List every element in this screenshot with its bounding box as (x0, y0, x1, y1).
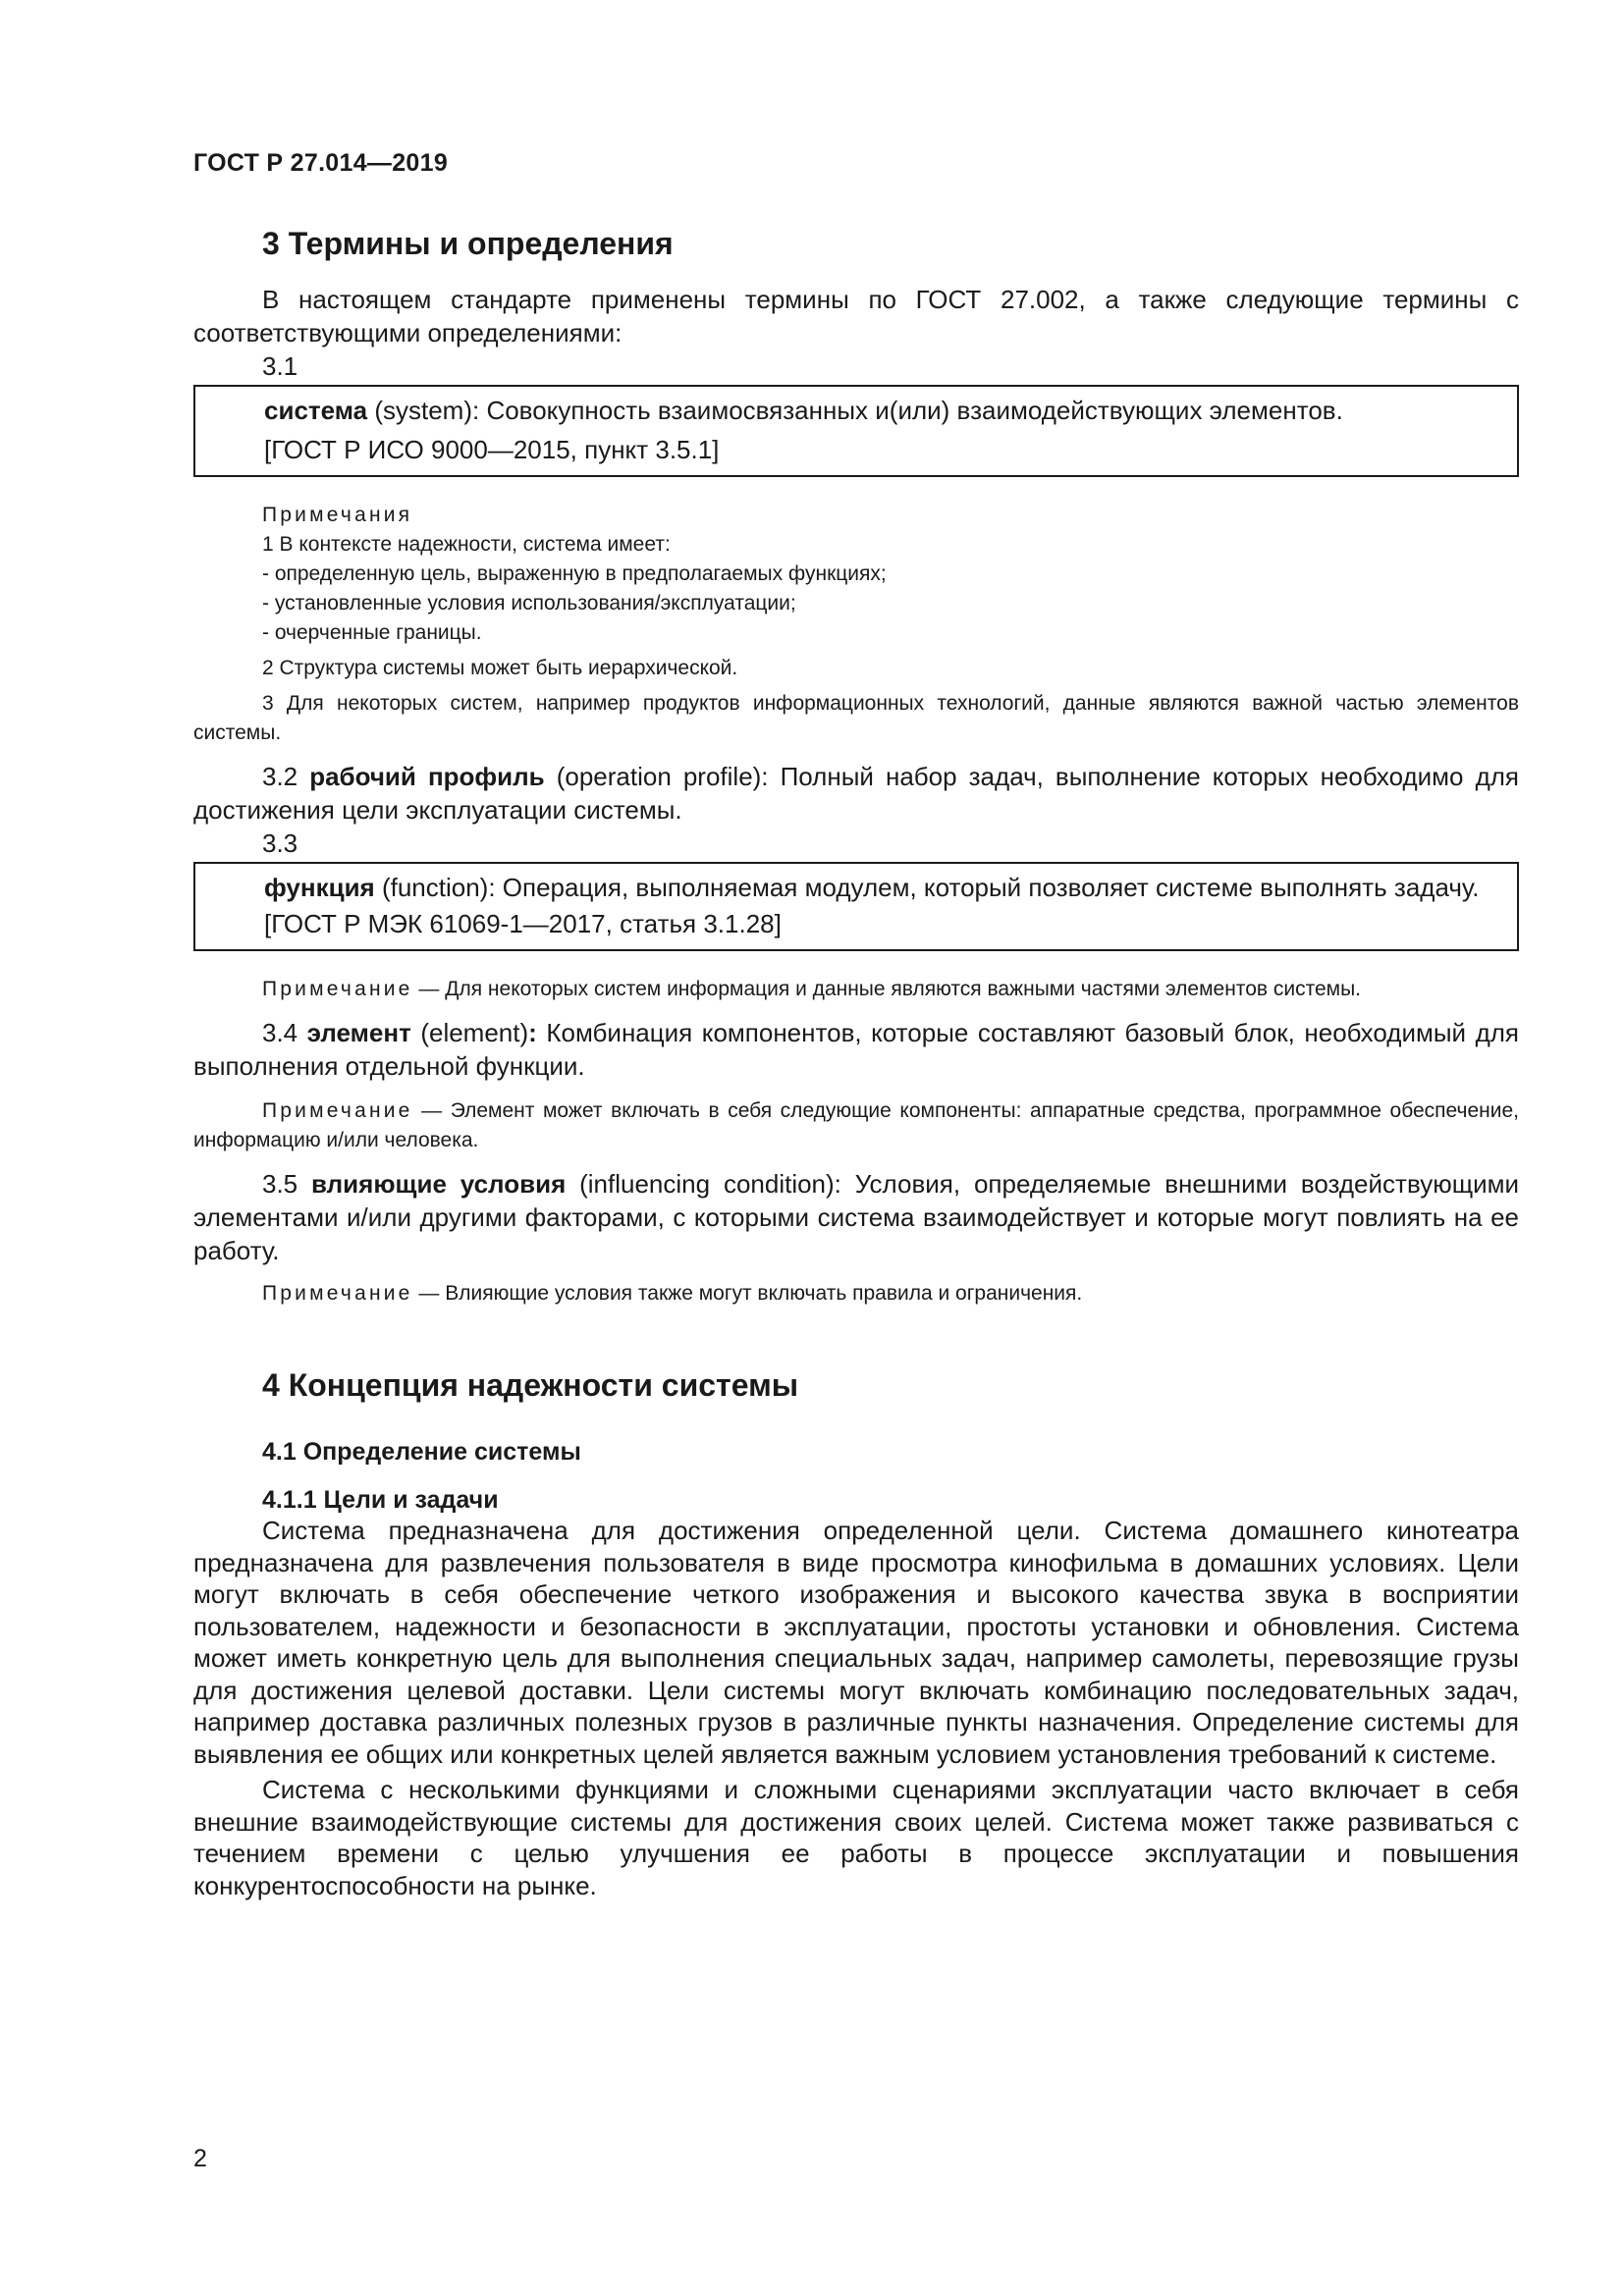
term-3-4-english: (element) (410, 1018, 529, 1047)
term-3-5-number: 3.5 (262, 1169, 312, 1199)
term-3-3-term: функция (264, 873, 375, 902)
term-3-1-number: 3.1 (262, 351, 298, 381)
note-3-3 (193, 975, 1519, 1004)
note-3-4-text: — Элемент может включать в себя следующие компоненты: аппаратные средства, программное обеспечение, информацию и/или человека. (193, 1099, 1519, 1151)
term-3-3-text: (function): Операция, выполняемая модулем, который позволяет системе выполнять задачу. (374, 873, 1480, 902)
document-header: ГОСТ Р 27.014—2019 (193, 149, 449, 177)
term-3-1-box (193, 385, 1519, 477)
term-3-3-definition (211, 868, 1501, 904)
note-3-4 (193, 1096, 1519, 1155)
term-3-2-term: рабочий профиль (309, 762, 545, 791)
term-3-2 (193, 760, 1519, 827)
subsection-4-1-1-title: 4.1.1 Цели и задачи (262, 1486, 499, 1514)
notes-3-1-item-2: 2 Структура системы может быть иерархической. (262, 657, 738, 679)
notes-3-1-dash-2: - установленные условия использования/эксплуатации; (262, 592, 796, 614)
page-number: 2 (193, 2145, 207, 2172)
term-3-5-text: (influencing condition): Условия, определяемые внешними воздействующими элементами и/или другими факторами, с которыми система взаимодействует и которые могут повлиять на ее работу. (193, 1169, 1520, 1265)
term-3-1-text: (system): Совокупность взаимосвязанных и(или) взаимодействующих элементов. (367, 396, 1343, 425)
term-3-3-source: [ГОСТ Р МЭК 61069-1—2017, статья 3.1.28] (264, 909, 782, 938)
notes-3-1 (193, 501, 1519, 748)
page-content (193, 218, 1519, 1901)
term-3-4-number: 3.4 (262, 1018, 307, 1047)
term-3-4-term: элемент (306, 1018, 411, 1047)
note-3-4-label: Примечание (262, 1099, 413, 1122)
paragraph-4-1-1-1: Система предназначена для достижения определенной цели. Система домашнего кинотеатра предназначена для развлечения пользователя в виде просмотра кинофильма в домашних условиях. Цели могут включать в себя обеспечение четкого изображения и высокого качества звука в восприятии пользователем, надежности и безопасности в эксплуатации, простоты установки и обновления. Система может иметь конкретную цель для выполнения специальных задач, например самолеты, перевозящие грузы для достижения целевой доставки. Цели системы могут включать комбинацию последовательных задач, например доставка различных полезных грузов в различные пункты назначения. Определение системы для выявления ее общих или конкретных целей является важным условием установления требований к системе. (193, 1516, 1519, 1769)
term-3-2-text: (operation profile): Полный набор задач, выполнение которых необходимо для достижения цели эксплуатации системы. (193, 762, 1519, 825)
term-3-4-text: Комбинация компонентов, которые составляют базовый блок, необходимый для выполнения отдельной функции. (193, 1018, 1519, 1081)
term-3-3-box (193, 862, 1519, 951)
notes-3-1-title: Примечания (262, 504, 413, 526)
notes-3-1-item-1: 1 В контексте надежности, система имеет: (262, 533, 671, 556)
note-3-3-text: — Для некоторых систем информация и данные являются важными частями элементов системы. (412, 978, 1362, 1000)
term-3-3-number: 3.3 (262, 828, 298, 858)
term-3-2-number: 3.2 (262, 762, 310, 791)
note-3-5-text: — Влияющие условия также могут включать правила и ограничения. (412, 1282, 1083, 1305)
term-3-5-term: влияющие условия (311, 1169, 567, 1199)
term-3-1-definition (211, 391, 1501, 430)
note-3-3-label: Примечание (262, 978, 413, 1000)
term-3-5 (193, 1167, 1519, 1267)
note-3-5-label: Примечание (262, 1282, 413, 1305)
section-4-title: 4 Концепция надежности системы (262, 1367, 799, 1403)
notes-3-1-dash-1: - определенную цель, выраженную в предполагаемых функциях; (262, 562, 887, 585)
term-3-1-term: система (264, 396, 368, 425)
paragraph-4-1-1-2: Система с несколькими функциями и сложными сценариями эксплуатации часто включает в себя внешние взаимодействующие системы для достижения своих целей. Система может также развиваться с течением времени с целью улучшения ее работы в процессе эксплуатации и повышения конкурентоспособности на рынке. (193, 1775, 1519, 1900)
subsection-4-1-title: 4.1 Определение системы (262, 1438, 581, 1466)
section-3-title: 3 Термины и определения (262, 226, 674, 261)
term-3-1-source: [ГОСТ Р ИСО 9000—2015, пункт 3.5.1] (264, 435, 720, 464)
note-3-5 (193, 1279, 1519, 1308)
term-3-4 (193, 1016, 1519, 1083)
notes-3-1-item-3: 3 Для некоторых систем, например продуктов информационных технологий, данные являются важной частью элементов системы. (193, 692, 1519, 744)
term-3-4-colon: : (528, 1018, 537, 1047)
notes-3-1-dash-3: - очерченные границы. (262, 621, 482, 644)
section-3-intro: В настоящем стандарте применены термины по ГОСТ 27.002, а также следующие термины с соответствующими определениями: (193, 285, 1519, 347)
